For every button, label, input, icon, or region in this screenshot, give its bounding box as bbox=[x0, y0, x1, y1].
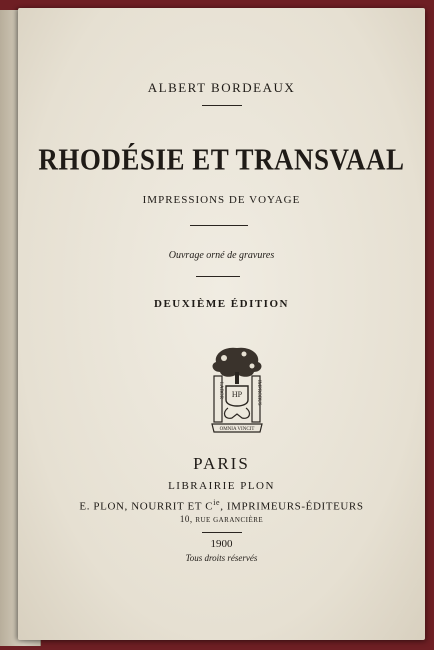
imprint-year: 1900 bbox=[210, 538, 233, 550]
divider-rule bbox=[196, 276, 240, 277]
title-page bbox=[18, 8, 425, 640]
divider-rule bbox=[202, 532, 242, 533]
book-subtitle: IMPRESSIONS DE VOYAGE bbox=[142, 194, 301, 206]
imprint-city: PARIS bbox=[193, 454, 250, 473]
printers-motto-left: LABOR bbox=[218, 382, 223, 399]
imprint-address: 10, RUE GARANCIÈRE bbox=[179, 514, 264, 524]
imprint-publisher: LIBRAIRIE PLON bbox=[168, 480, 275, 492]
printers-monogram: HP bbox=[231, 390, 243, 399]
printers-motto-right: IMPROBUS bbox=[256, 380, 261, 406]
divider-rule bbox=[190, 225, 248, 226]
divider-rule bbox=[202, 105, 242, 106]
imprint-printers: E. PLON, NOURRIT ET $C^{ie}$, IMPRIMEURS-ÉDITEURS bbox=[79, 498, 364, 513]
rights-notice: Tous droits réservés bbox=[185, 553, 258, 563]
author-name: ALBERT BORDEAUX bbox=[147, 80, 296, 95]
book-title: RHODÉSIE ET TRANSVAAL bbox=[38, 141, 405, 177]
edition-label: DEUXIÈME ÉDITION bbox=[154, 298, 289, 310]
printers-motto-bottom: OMNIA VINCIT bbox=[219, 427, 255, 432]
illustrations-note: Ouvrage orné de gravures bbox=[168, 250, 275, 261]
printers-mark-emblem bbox=[204, 342, 270, 434]
